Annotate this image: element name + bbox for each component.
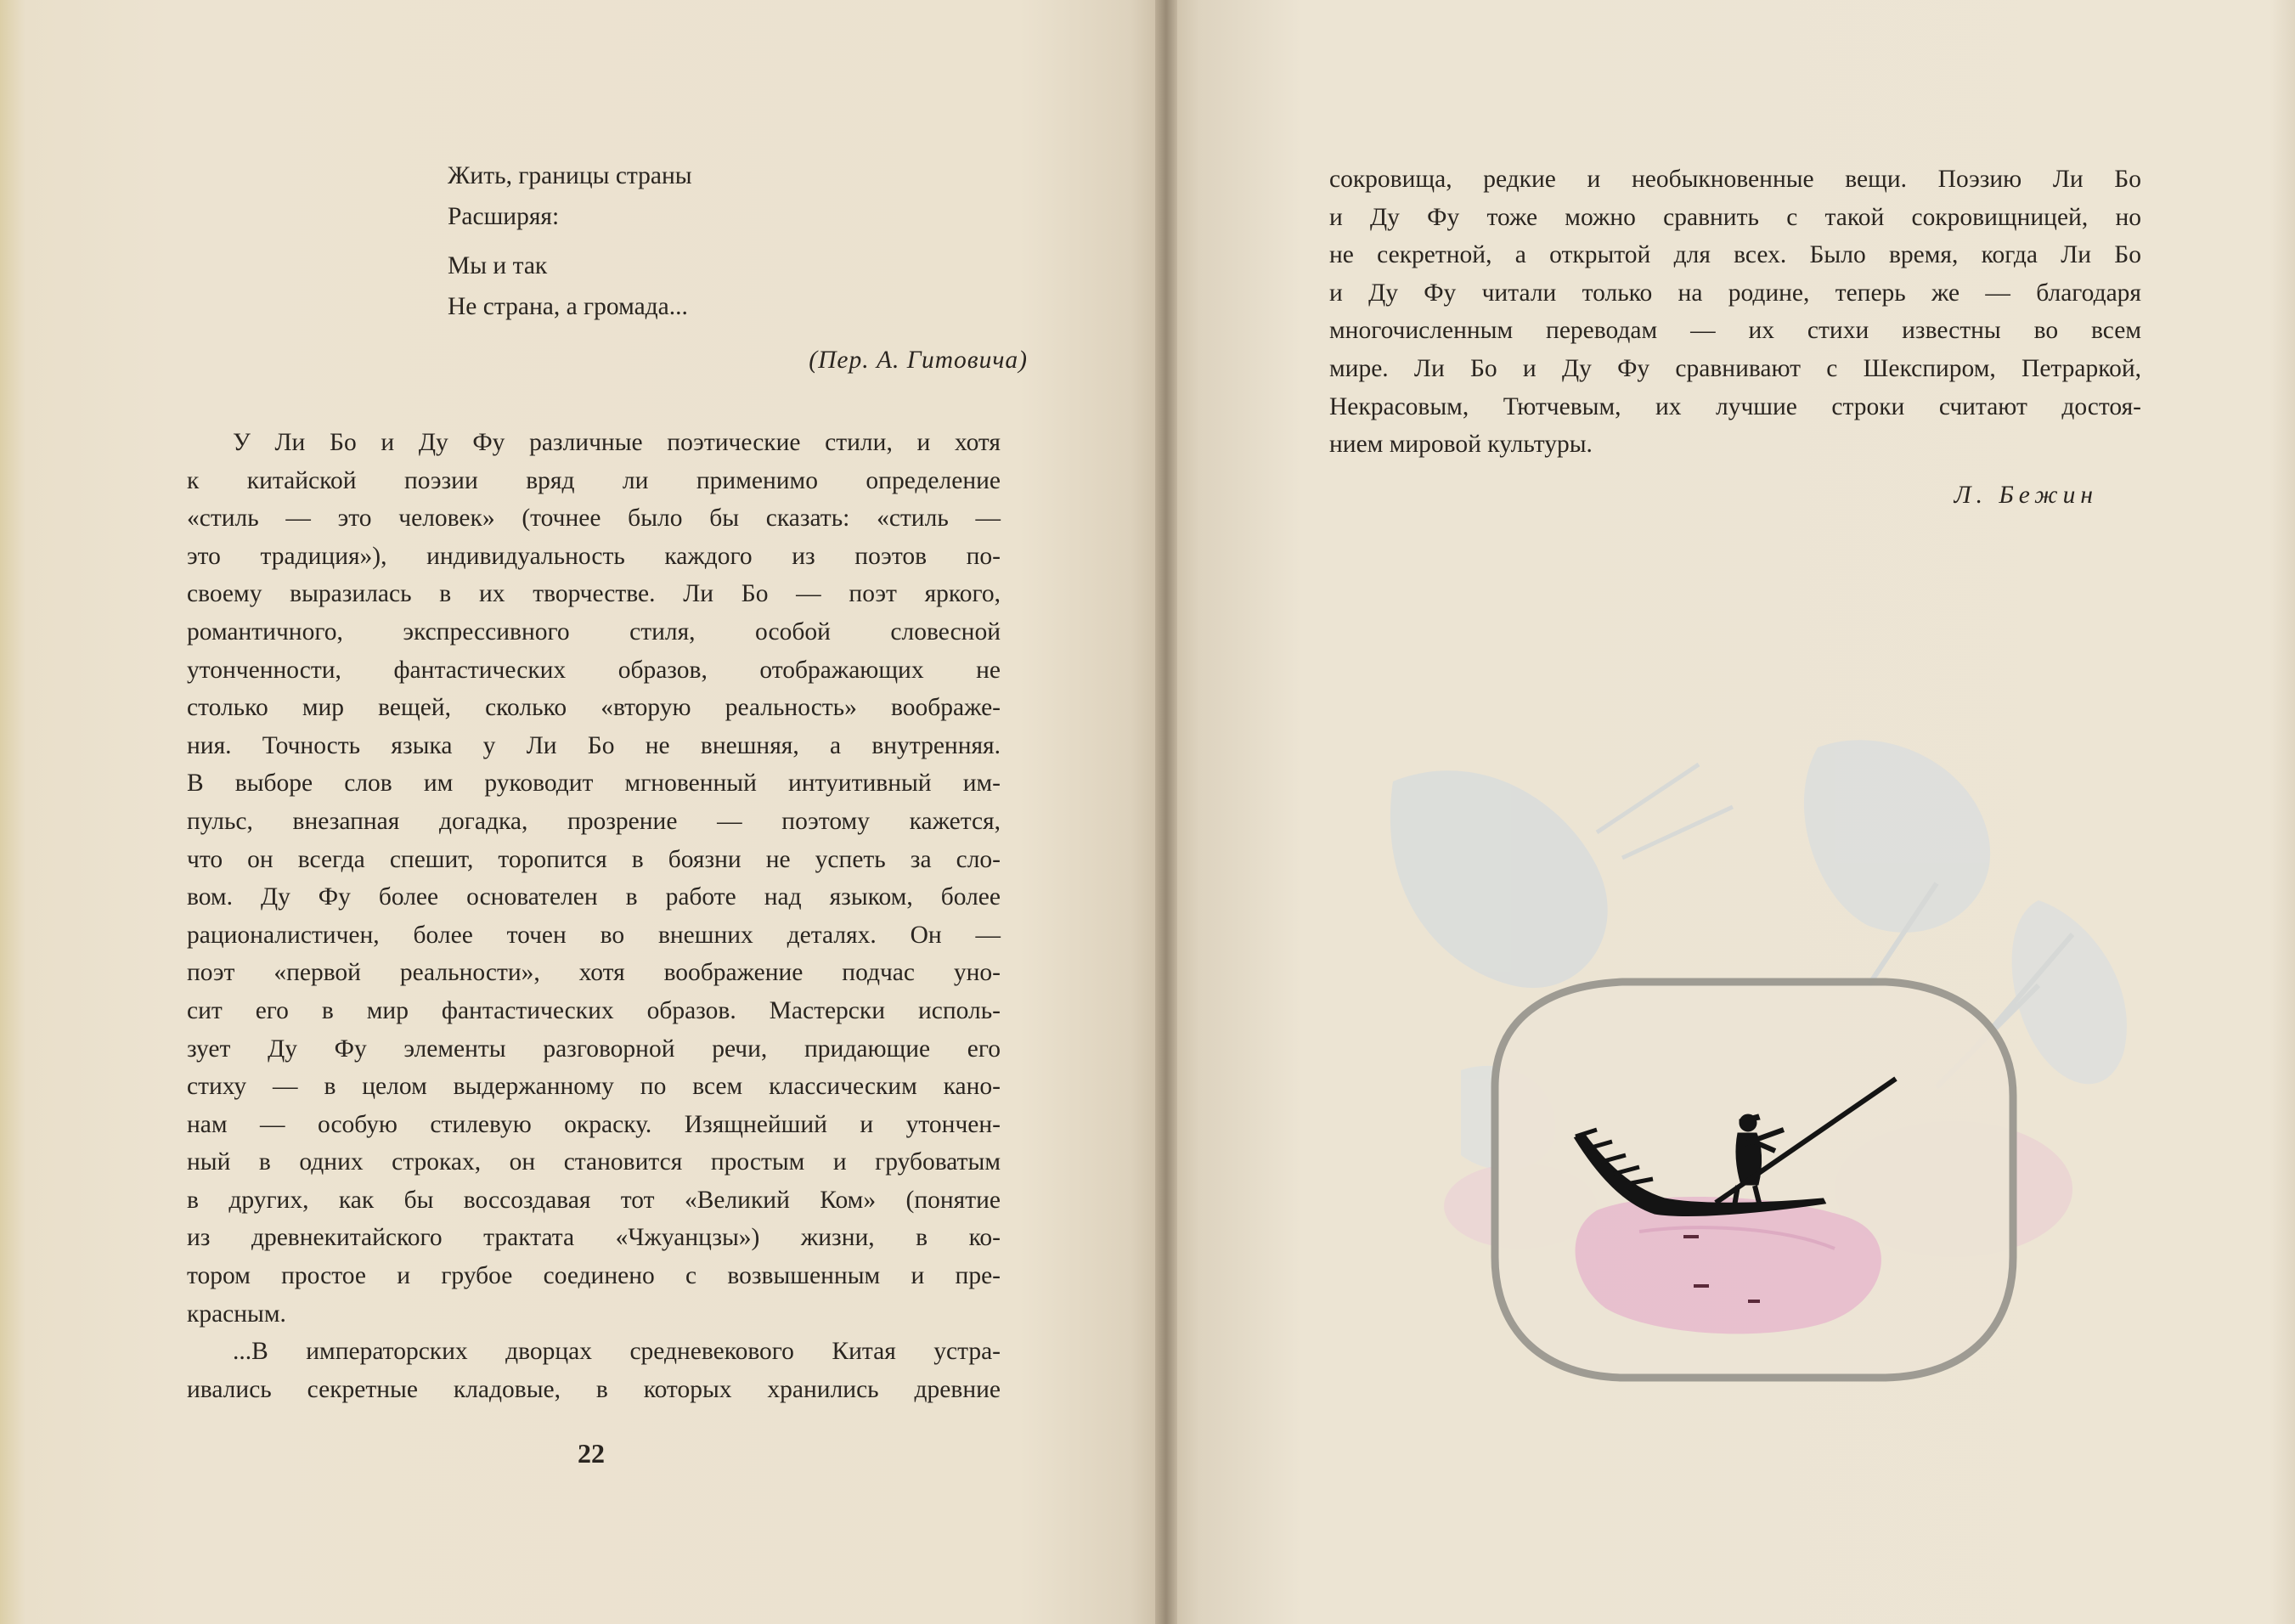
text-line: и Ду Фу тоже можно сравнить с такой сокровищницей, но [1329,203,2141,231]
text-line: к китайской поэзии вряд ли применимо определение [187,466,1001,494]
text-line: не секретной, а открытой для всех. Было время, когда Ли Бо [1329,241,2141,269]
text-line: сит его в мир фантастических образов. Мастерски исполь- [187,996,1001,1024]
text-line: тором простое и грубое соединено с возвышенным и пре- [187,1262,1001,1290]
text-line: Некрасовым, Тютчевым, их лучшие строки считают достоя- [1329,392,2141,420]
text-line: «стиль — это человек» (точнее было бы сказать: «стиль — [187,505,1001,533]
text-line: ния. Точность языка у Ли Бо не внешняя, а внутренняя. [187,731,1001,759]
translator-credit: (Пер. А. Гитовича) [809,347,1028,374]
boatman-illustration [1342,730,2191,1478]
text-line: красным. [187,1300,286,1328]
poem-line: Мы и так [448,252,548,279]
text-line: в других, как бы воссоздавая тот «Великий Ком» (понятие [187,1186,1001,1214]
text-line: рационалистичен, более точен во внешних деталях. Он — [187,921,1001,949]
page-number: 22 [578,1438,605,1469]
text-line: В выборе слов им руководит мгновенный интуитивный им- [187,770,1001,798]
text-line: и Ду Фу читали только на родине, теперь же — благодаря [1329,279,2141,307]
text-line: что он всегда спешит, торопится в боязни не успеть за сло- [187,845,1001,873]
text-line: из древнекитайского трактата «Чжуанцзы») жизни, в ко- [187,1224,1001,1252]
text-line: зует Ду Фу элементы разговорной речи, придающие его [187,1035,1001,1063]
text-line: ный в одних строках, он становится простым и грубоватым [187,1148,1001,1176]
text-line: ивались секретные кладовые, в которых хранились древние [187,1375,1001,1403]
left-body-text [187,424,1001,1408]
text-line: утонченности, фантастических образов, отображающих не [187,656,1001,684]
text-line: стиху — в целом выдержанному по всем классическим кано- [187,1073,1001,1101]
text-line: нием мировой культуры. [1329,431,1593,459]
poem-line: Расширяя: [448,203,560,230]
text-line: пульс, внезапная догадка, прозрение — поэтому кажется, [187,807,1001,835]
text-line: это традиция»), индивидуальность каждого из поэтов по- [187,542,1001,570]
text-line: своему выразилась в их творчестве. Ли Бо — поэт яркого, [187,580,1001,608]
author-signature: Л. Бежин [1954,482,2098,509]
text-line: романтичного, экспрессивного стиля, особой словесной [187,617,1001,646]
text-line: вом. Ду Фу более основателен в работе над языком, более [187,883,1001,911]
poem-line: Жить, границы страны [448,162,692,189]
text-line: многочисленным переводам — их стихи известны во всем [1329,317,2141,345]
book-spine [1155,0,1177,1624]
text-line: У Ли Бо и Ду Фу различные поэтические стили, и хотя [233,429,1001,456]
text-line: нам — особую стилевую окраску. Изящнейший и утончен- [187,1110,1001,1138]
poem-excerpt [448,155,1025,327]
text-line: мире. Ли Бо и Ду Фу сравнивают с Шекспиром, Петраркой, [1329,354,2141,382]
poem-line: Не страна, а громада... [448,293,688,320]
text-line: поэт «первой реальности», хотя воображение подчас уно- [187,959,1001,987]
right-body-text [1329,161,2141,464]
text-line: столько мир вещей, сколько «вторую реальность» воображе- [187,694,1001,722]
text-line: ...В императорских дворцах средневекового Китая устра- [233,1338,1001,1366]
text-line: сокровища, редкие и необыкновенные вещи. Поэзию Ли Бо [1329,166,2141,193]
